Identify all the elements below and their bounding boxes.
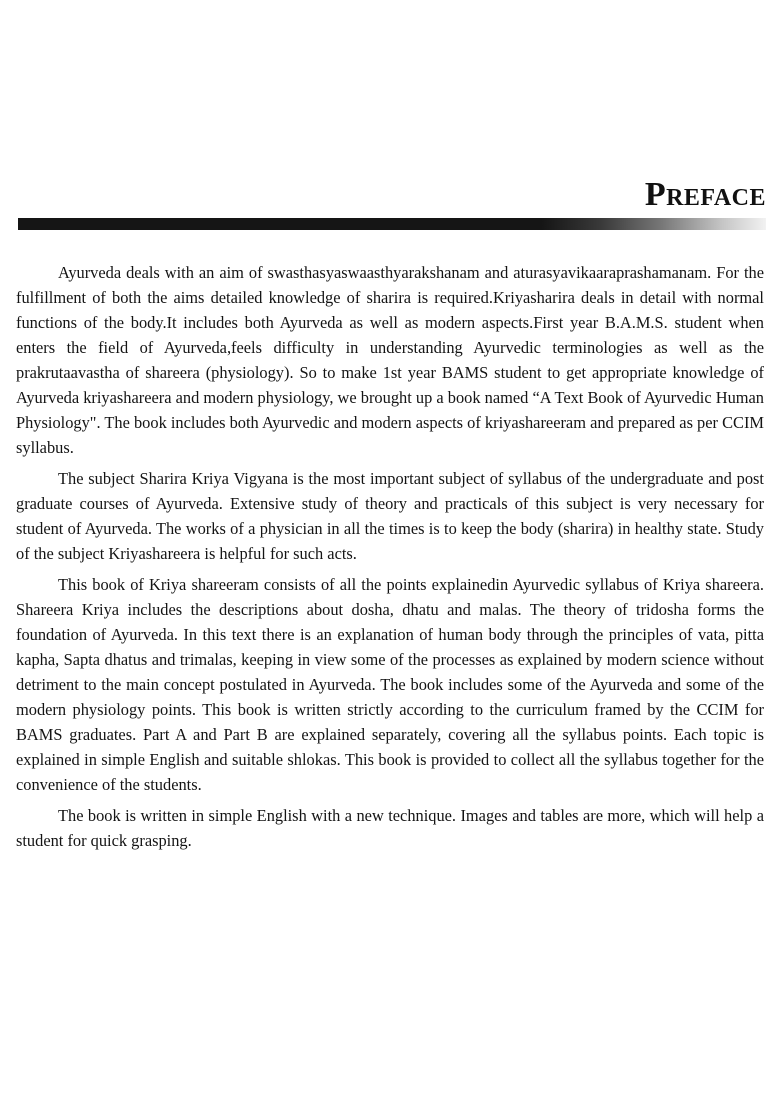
- page-title: Preface: [644, 176, 766, 213]
- paragraph-4: The book is written in simple English with a new technique. Images and tables are more, which will help a student for quick grasping.: [16, 806, 764, 850]
- heading-rule: [18, 218, 766, 230]
- paragraph-2: The subject Sharira Kriya Vigyana is the most important subject of syllabus of the undergraduate and post graduate courses of Ayurveda. Extensive study of theory and practicals of this subject is very necessary for student of Ayurveda. The works of a physician in all the times is to keep the body (sharira) in healthy state. Study of the subject Kriyashareera is helpful for such acts.: [16, 469, 764, 563]
- paragraph-1: Ayurveda deals with an aim of swasthasyaswaasthyarakshanam and aturasyavikaaraprashamanam. For the fulfillment of both the aims detailed knowledge of sharira is required.Kriyasharira deals in detail with normal functions of the body.It includes both Ayurveda as well as modern aspects.First year B.A.M.S. student when enters the field of Ayurveda,feels difficulty in understanding Ayurvedic terminologies as well as the prakrutaavastha of shareera (physiology). So to make 1st year BAMS student to get appropriate knowledge of Ayurveda kriyashareera and modern physiology, we brought up a book named “A Text Book of Ayurvedic Human Physiology". The book includes both Ayurvedic and modern aspects of kriyashareeram and prepared as per CCIM syllabus.: [16, 263, 764, 457]
- paragraph-3: This book of Kriya shareeram consists of all the points explainedin Ayurvedic syllabus of Kriya shareera. Shareera Kriya includes the descriptions about dosha, dhatu and malas. The theory of tridosha forms the foundation of Ayurveda. In this text there is an explanation of human body through the principles of vata, pitta kapha, Sapta dhatus and trimalas, keeping in view some of the processes as explained by modern science without detriment to the main concept postulated in Ayurveda. The book includes some of the Ayurveda and some of the modern physiology points. This book is written strictly according to the curriculum framed by the CCIM for BAMS graduates. Part A and Part B are explained separately, covering all the syllabus points. Each topic is explained in simple English and suitable shlokas. This book is provided to collect all the syllabus together for the convenience of the students.: [16, 575, 764, 794]
- preface-body: [16, 260, 764, 853]
